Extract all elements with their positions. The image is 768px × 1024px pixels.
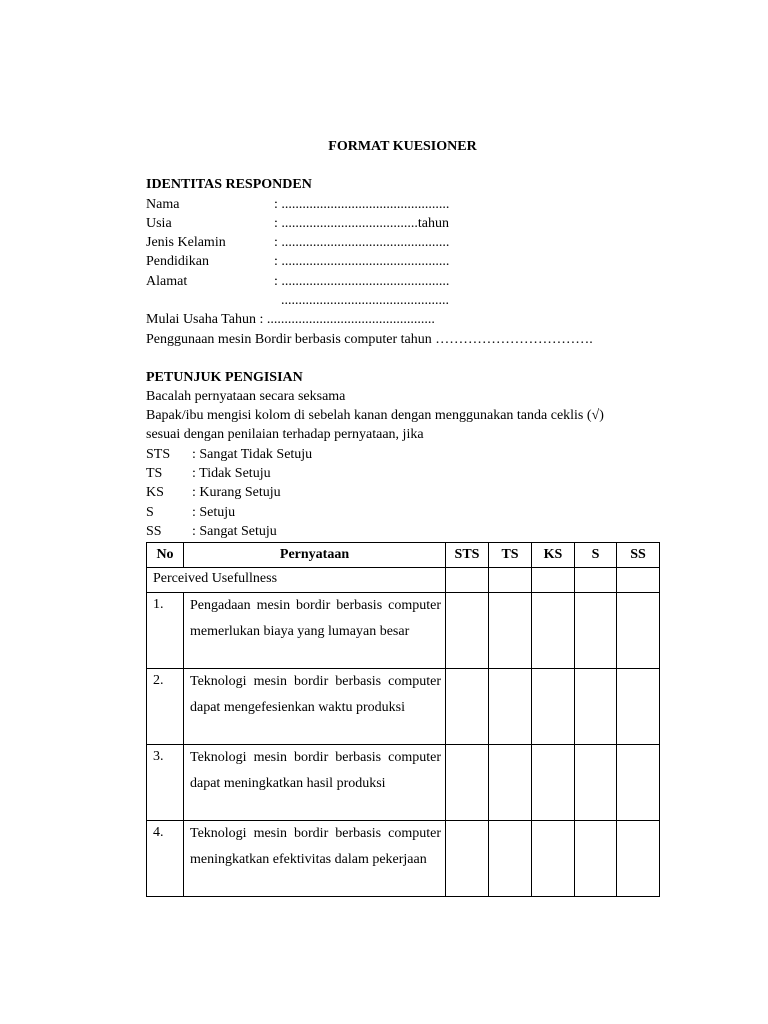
check-cell-sts[interactable] — [446, 593, 489, 669]
check-cell-ks[interactable] — [532, 669, 575, 745]
header-sts: STS — [446, 543, 489, 568]
table-row — [147, 669, 660, 745]
check-cell-ss[interactable] — [617, 745, 660, 821]
table-header-row — [147, 543, 660, 568]
scale-desc: : Sangat Tidak Setuju — [192, 447, 313, 462]
header-ks: KS — [532, 543, 575, 568]
scale-code: TS — [146, 466, 163, 481]
header-s: S — [575, 543, 617, 568]
header-no: No — [147, 543, 184, 568]
identitas-heading: IDENTITAS RESPONDEN — [146, 177, 312, 192]
check-cell-sts[interactable] — [446, 821, 489, 897]
field-usia-value[interactable]: : .......................................tahun — [274, 216, 449, 231]
scale-code: STS — [146, 447, 171, 462]
header-ts: TS — [489, 543, 532, 568]
item-statement: Teknologi mesin bordir berbasis computer dapat meningkatkan hasil produksi — [184, 745, 446, 821]
scale-desc: : Kurang Setuju — [192, 485, 281, 500]
item-number: 3. — [147, 745, 184, 821]
petunjuk-heading: PETUNJUK PENGISIAN — [146, 370, 303, 385]
check-cell-ks[interactable] — [532, 593, 575, 669]
check-cell-ts[interactable] — [489, 745, 532, 821]
check-cell-ts[interactable] — [489, 821, 532, 897]
questionnaire-table — [146, 542, 660, 897]
check-cell[interactable] — [489, 568, 532, 593]
field-pendidikan-label: Pendidikan — [146, 254, 209, 269]
table-row — [147, 745, 660, 821]
field-alamat-label: Alamat — [146, 274, 188, 289]
field-pendidikan-value[interactable]: : ................................................ — [274, 254, 450, 269]
check-cell[interactable] — [617, 568, 660, 593]
check-cell-s[interactable] — [575, 593, 617, 669]
field-nama-label: Nama — [146, 197, 180, 212]
page-title: FORMAT KUESIONER — [328, 139, 477, 154]
item-number: 1. — [147, 593, 184, 669]
scale-desc: : Sangat Setuju — [192, 524, 277, 539]
field-usia-label: Usia — [146, 216, 172, 231]
field-jenis-kelamin-value[interactable]: : ................................................ — [274, 235, 450, 250]
table-row — [147, 821, 660, 897]
field-mulai-usaha[interactable]: Mulai Usaha Tahun : ................................................ — [146, 312, 435, 327]
check-cell-ss[interactable] — [617, 669, 660, 745]
scale-desc: : Tidak Setuju — [192, 466, 271, 481]
item-number: 4. — [147, 821, 184, 897]
check-cell-s[interactable] — [575, 745, 617, 821]
petunjuk-line: Bapak/ibu mengisi kolom di sebelah kanan dengan menggunakan tanda ceklis (√) — [146, 408, 604, 423]
check-cell-s[interactable] — [575, 821, 617, 897]
scale-code: KS — [146, 485, 164, 500]
check-cell-sts[interactable] — [446, 745, 489, 821]
scale-code: SS — [146, 524, 162, 539]
check-cell-ts[interactable] — [489, 669, 532, 745]
check-cell-sts[interactable] — [446, 669, 489, 745]
field-alamat-value[interactable]: : ................................................ — [274, 274, 450, 289]
petunjuk-line: sesuai dengan penilaian terhadap pernyataan, jika — [146, 427, 424, 442]
field-jenis-kelamin-label: Jenis Kelamin — [146, 235, 226, 250]
scale-desc: : Setuju — [192, 505, 236, 520]
category-label: Perceived Usefullness — [147, 568, 446, 593]
table-row — [147, 593, 660, 669]
check-cell[interactable] — [446, 568, 489, 593]
field-penggunaan[interactable]: Penggunaan mesin Bordir berbasis computer tahun ……………………………. — [146, 332, 593, 347]
header-ss: SS — [617, 543, 660, 568]
item-statement: Pengadaan mesin bordir berbasis computer memerlukan biaya yang lumayan besar — [184, 593, 446, 669]
field-alamat-continuation[interactable]: ................................................ — [274, 293, 449, 308]
check-cell-ks[interactable] — [532, 745, 575, 821]
header-pernyataan: Pernyataan — [184, 543, 446, 568]
check-cell-ts[interactable] — [489, 593, 532, 669]
petunjuk-line: Bacalah pernyataan secara seksama — [146, 389, 346, 404]
check-cell-ss[interactable] — [617, 821, 660, 897]
item-statement: Teknologi mesin bordir berbasis computer meningkatkan efektivitas dalam pekerjaan — [184, 821, 446, 897]
category-row — [147, 568, 660, 593]
item-statement: Teknologi mesin bordir berbasis computer dapat mengefesienkan waktu produksi — [184, 669, 446, 745]
check-cell-ss[interactable] — [617, 593, 660, 669]
check-cell-ks[interactable] — [532, 821, 575, 897]
check-cell-s[interactable] — [575, 669, 617, 745]
check-cell[interactable] — [532, 568, 575, 593]
field-nama-value[interactable]: : ................................................ — [274, 197, 450, 212]
check-cell[interactable] — [575, 568, 617, 593]
item-number: 2. — [147, 669, 184, 745]
scale-code: S — [146, 505, 154, 520]
